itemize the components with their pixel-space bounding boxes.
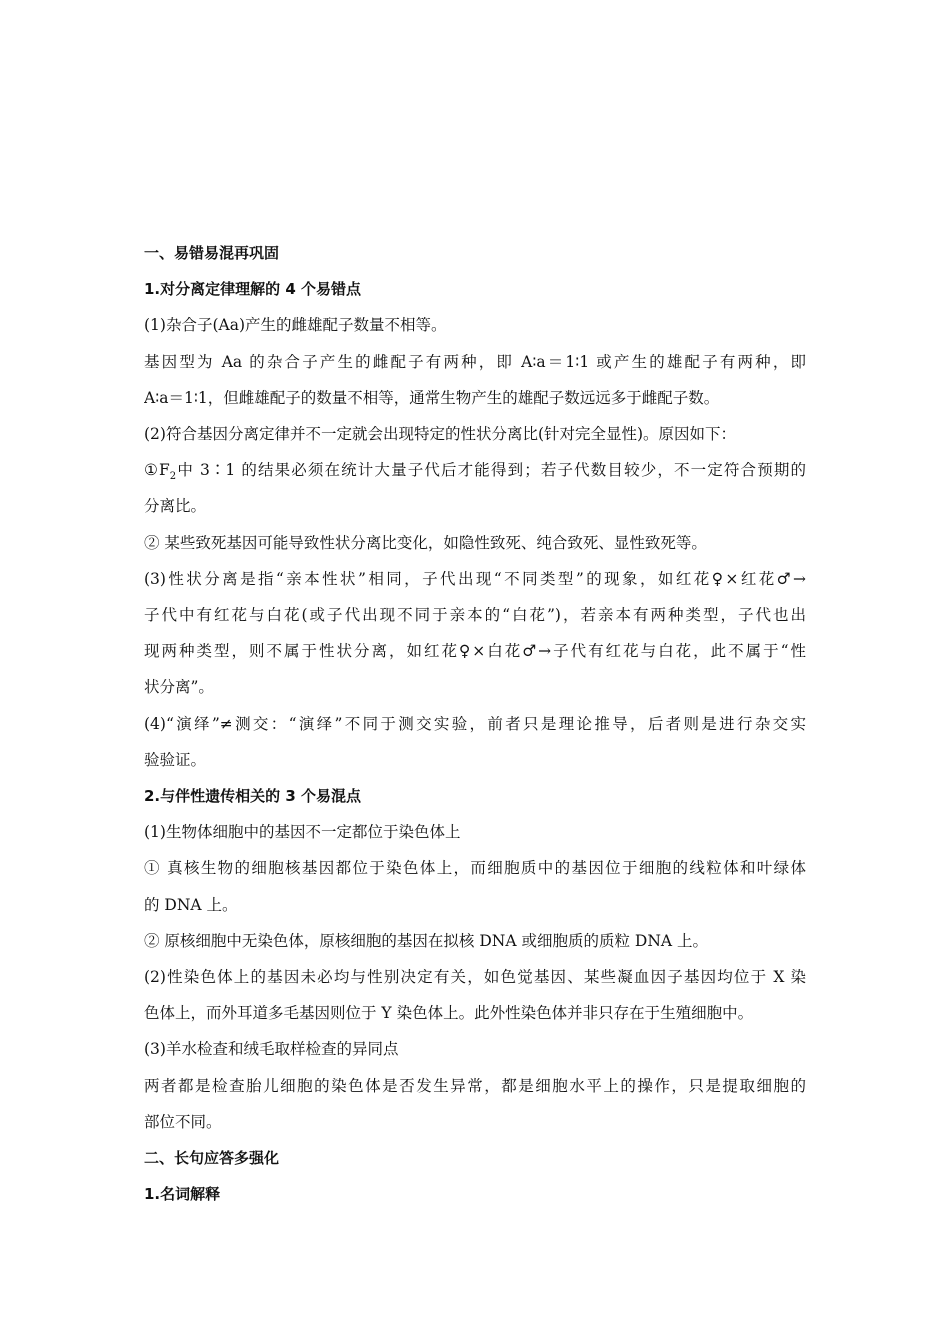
subheading-sex-linked: 2.与伴性遗传相关的 3 个易混点 [144,787,362,806]
paragraph-line: ② 原核细胞中无染色体，原核细胞的基因在拟核 DNA 或细胞质的质粒 DNA 上。 [144,931,709,950]
f2-suffix: 中 3∶1 的结果必须在统计大量子代后才能得到；若子代数目较少，不一定符合预期的 [176,461,806,480]
paragraph-line: A∶a＝1∶1，但雌雄配子的数量不相等，通常生物产生的雄配子数远远多于雌配子数。 [144,388,720,407]
section-heading-2: 二、长句应答多强化 [144,1149,280,1168]
f2-subscript: 2 [169,471,177,483]
paragraph-line: (3)性状分离是指“亲本性状”相同，子代出现“不同类型”的现象，如红花♀×红花♂→ [144,569,806,588]
paragraph-line: 现两种类型，则不属于性状分离，如红花♀×白花♂→子代有红花与白花，此不属于“性 [144,642,806,661]
paragraph-line: (4)“演绎”≠测交：“演绎”不同于测交实验，前者只是理论推导，后者则是进行杂交实 [144,714,806,733]
paragraph-line: 验验证。 [144,750,207,769]
paragraph-line: (2)性染色体上的基因未必均与性别决定有关，如色觉基因、某些凝血因子基因均位于 X 染 [144,968,806,987]
paragraph-line: 状分离”。 [144,678,214,697]
paragraph-line: ① 真核生物的细胞核基因都位于染色体上，而细胞质中的基因位于细胞的线粒体和叶绿体 [144,859,806,878]
section-heading-1: 一、易错易混再巩固 [144,244,280,262]
paragraph-line: (3)羊水检查和绒毛取样检查的异同点 [144,1040,399,1059]
paragraph-line: ② 某些致死基因可能导致性状分离比变化，如隐性致死、纯合致死、显性致死等。 [144,533,707,552]
subheading-terms: 1.名词解释 [144,1185,221,1204]
paragraph-line: (2)符合基因分离定律并不一定就会出现特定的性状分离比(针对完全显性)。原因如下： [144,425,737,444]
paragraph-line: (1)杂合子(Aa)产生的雌雄配子数量不相等。 [144,316,447,335]
paragraph-line: 基因型为 Aa 的杂合子产生的雌配子有两种，即 A∶a＝1∶1 或产生的雄配子有两种，即 [144,352,806,371]
paragraph-line: 部位不同。 [144,1112,222,1131]
subheading-segregation: 1.对分离定律理解的 4 个易错点 [144,280,362,299]
paragraph-line: 色体上，而外耳道多毛基因则位于 Y 染色体上。此外性染色体并非只存在于生殖细胞中。 [144,1004,754,1023]
f2-prefix: ①F [144,461,170,480]
paragraph-line: (1)生物体细胞中的基因不一定都位于染色体上 [144,823,461,842]
paragraph-line: 分离比。 [144,497,207,516]
paragraph-line: 两者都是检查胎儿细胞的染色体是否发生异常，都是细胞水平上的操作，只是提取细胞的 [144,1076,806,1095]
paragraph-line-f2 [144,452,806,488]
paragraph-line: 的 DNA 上。 [144,895,238,914]
paragraph-line: 子代中有红花与白花(或子代出现不同于亲本的“白花”)，若亲本有两种类型，子代也出 [144,606,806,625]
document-body [144,235,806,1212]
